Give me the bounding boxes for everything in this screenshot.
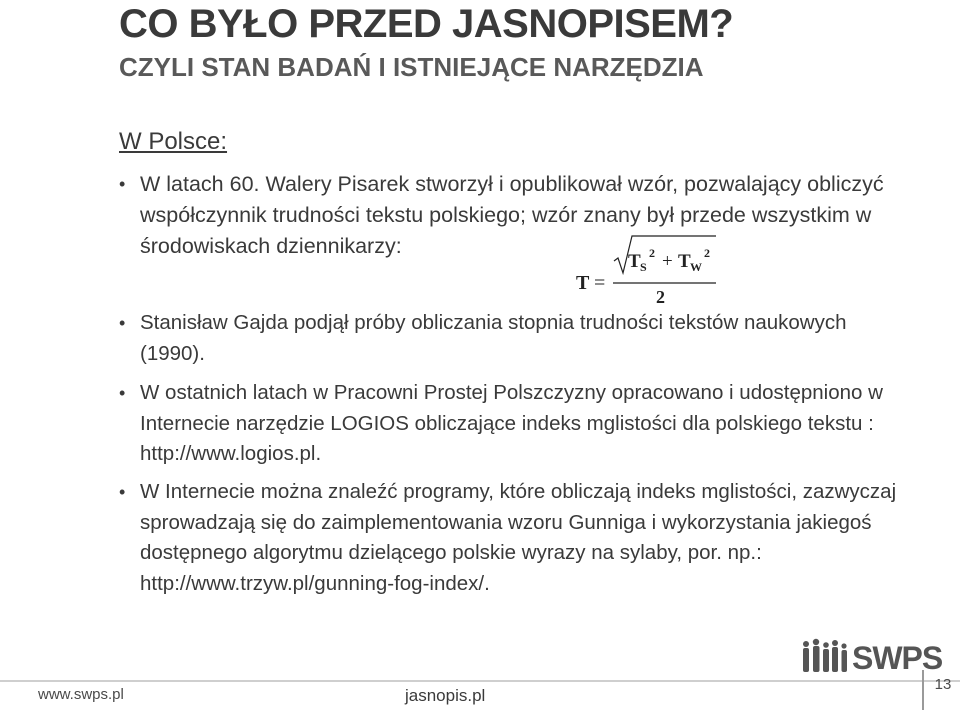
slide-title: CO BYŁO PRZED JASNOPISEM? bbox=[119, 2, 734, 46]
section-heading: W Polsce: bbox=[119, 128, 228, 155]
page-number: 13 bbox=[922, 670, 960, 710]
bullet-marker: • bbox=[119, 482, 126, 502]
exponent-2: 2 bbox=[704, 246, 710, 260]
footer-brand: jasnopis.pl bbox=[405, 686, 486, 705]
slide-subtitle: CZYLI STAN BADAŃ I ISTNIEJĄCE NARZĘDZIA bbox=[119, 52, 704, 82]
bullet-marker: • bbox=[119, 174, 126, 194]
formula-plus: + bbox=[662, 251, 673, 272]
formula-lhs: T bbox=[576, 272, 590, 294]
bullet-text: W latach 60. Walery Pisarek stworzył i opublikował wzór, pozwalający obliczyć współczynnik trudności tekstu polskiego; wzór znany był przede wszystkim w środowiskach dziennikarzy: bbox=[140, 172, 884, 258]
pisarek-formula bbox=[576, 233, 726, 305]
bullet-text: W ostatnich latach w Pracowni Prostej Polszczyzny opracowano i udostępniono w Internecie narzędzie LOGIOS obliczające indeks mglistości dla polskiego tekstu : http://www.logios.pl. bbox=[140, 381, 883, 465]
subscript-s: S bbox=[640, 260, 647, 274]
bullet-marker: • bbox=[119, 313, 126, 333]
logo-text: SWPS bbox=[852, 640, 943, 674]
term-t2: T bbox=[678, 251, 691, 272]
bullet-text: W Internecie można znaleźć programy, które obliczają indeks mglistości, zazwyczaj sprowadzają się do zaimplementowania wzoru Gunniga i wykorzystania jakiegoś dostępnego algorytmu dzielącego polskie wyrazy na sylaby, por. np.: http://www.trzyw.pl/gunning-fog-index/. bbox=[140, 480, 897, 595]
formula-denominator: 2 bbox=[656, 287, 665, 305]
footer-divider bbox=[0, 680, 960, 682]
exponent-1: 2 bbox=[649, 246, 655, 260]
bullet-marker: • bbox=[119, 383, 126, 403]
bullet-text: Stanisław Gajda podjął próby obliczania stopnia trudności tekstów naukowych (1990). bbox=[140, 311, 847, 365]
footer-website: www.swps.pl bbox=[38, 686, 124, 703]
people-silhouettes-icon bbox=[803, 639, 847, 672]
swps-logo bbox=[796, 638, 946, 674]
subscript-w: W bbox=[690, 260, 702, 274]
formula-equals: = bbox=[594, 272, 606, 294]
term-t1: T bbox=[628, 251, 641, 272]
